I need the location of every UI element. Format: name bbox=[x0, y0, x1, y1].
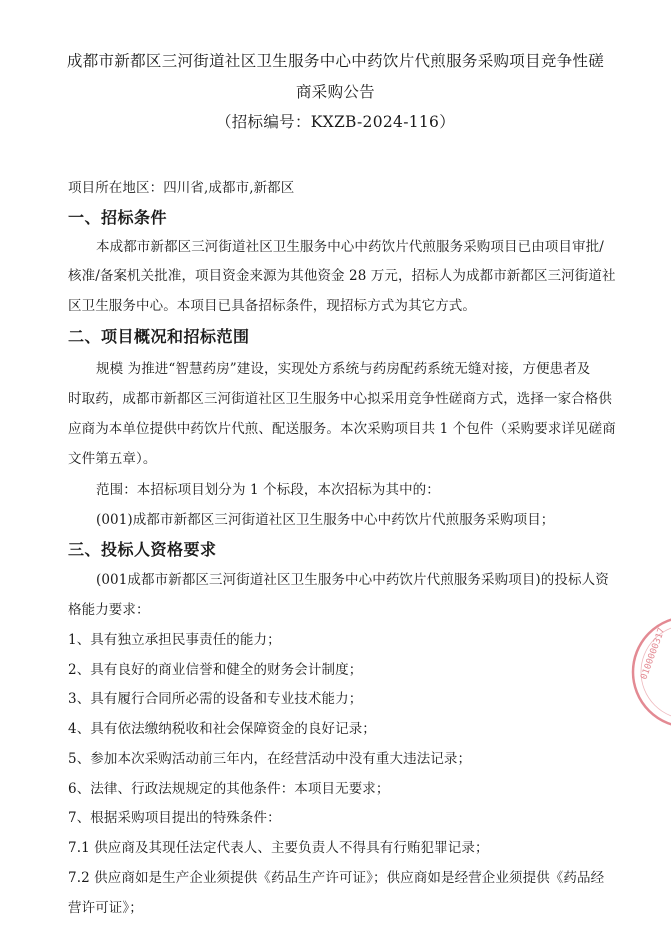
official-seal-stamp bbox=[628, 612, 671, 732]
section-2-scope: 范围：本招标项目划分为 1 个标段，本次招标为其中的： bbox=[96, 482, 440, 498]
section-2-heading: 二、项目概况和招标范围 bbox=[68, 327, 250, 346]
seal-number: 0100000317 bbox=[639, 626, 668, 682]
document-title-line-2: 商采购公告 bbox=[295, 83, 375, 101]
section-2-paragraph-line: 文件第五章）。 bbox=[68, 451, 157, 467]
document-title-line-1: 成都市新都区三河街道社区卫生服务中心中药饮片代煎服务采购项目竞争性磋 bbox=[66, 52, 605, 70]
section-2-lot: (001)成都市新都区三河街道社区卫生服务中心中药饮片代煎服务采购项目； bbox=[96, 512, 555, 528]
section-2-paragraph-line: 应商为本单位提供中药饮片代煎、配送服务。本次采购项目共 1 个包件（采购要求详见磋商 bbox=[68, 421, 616, 437]
section-2-paragraph-line: 时取药，成都市新都区三河街道社区卫生服务中心拟采用竞争性磋商方式，选择一家合格供 bbox=[68, 391, 612, 407]
requirement-item: 4、具有依法缴纳税收和社会保障资金的良好记录； bbox=[68, 721, 376, 737]
seal-outer-ring bbox=[633, 617, 671, 727]
requirement-subitem: 7.2 供应商如是生产企业须提供《药品生产许可证》；供应商如是经营企业须提供《药品经 bbox=[68, 870, 605, 886]
section-1-paragraph-line: 本成都市新都区三河街道社区卫生服务中心中药饮片代煎服务采购项目已由项目审批/ bbox=[96, 239, 604, 255]
seal-inner-ring bbox=[641, 625, 671, 719]
tender-number: （招标编号：KXZB-2024-116） bbox=[215, 113, 456, 131]
requirement-subitem: 7.1 供应商及其现任法定代表人、主要负责人不得具有行贿犯罪记录； bbox=[68, 840, 489, 856]
requirement-item: 5、参加本次采购活动前三年内，在经营活动中没有重大违法记录； bbox=[68, 751, 472, 767]
section-1-paragraph-line: 区卫生服务中心。本项目已具备招标条件，现招标方式为其它方式。 bbox=[68, 298, 476, 314]
requirement-item: 2、具有良好的商业信誉和健全的财务会计制度； bbox=[68, 662, 363, 678]
requirement-item: 7、根据采购项目提出的特殊条件： bbox=[68, 810, 281, 826]
section-3-heading: 三、投标人资格要求 bbox=[68, 540, 217, 559]
requirement-item: 6、法律、行政法规规定的其他条件：本项目无要求； bbox=[68, 781, 390, 797]
section-2-paragraph-line: 规模 为推进“智慧药房”建设，实现处方系统与药房配药系统无缝对接，方便患者及 bbox=[96, 361, 591, 377]
requirement-item: 1、具有独立承担民事责任的能力； bbox=[68, 632, 281, 648]
section-3-paragraph-line: (001成都市新都区三河街道社区卫生服务中心中药饮片代煎服务采购项目)的投标人资 bbox=[96, 572, 609, 588]
requirement-item: 3、具有履行合同所必需的设备和专业技术能力； bbox=[68, 691, 363, 707]
section-3-paragraph-line: 格能力要求： bbox=[68, 602, 150, 618]
section-1-heading: 一、招标条件 bbox=[68, 208, 168, 227]
requirement-subitem: 营许可证》； bbox=[68, 900, 143, 916]
section-1-paragraph-line: 核准/备案机关批准，项目资金来源为其他资金 28 万元，招标人为成都市新都区三河街道社 bbox=[68, 268, 616, 284]
project-location: 项目所在地区：四川省,成都市,新都区 bbox=[68, 180, 295, 196]
